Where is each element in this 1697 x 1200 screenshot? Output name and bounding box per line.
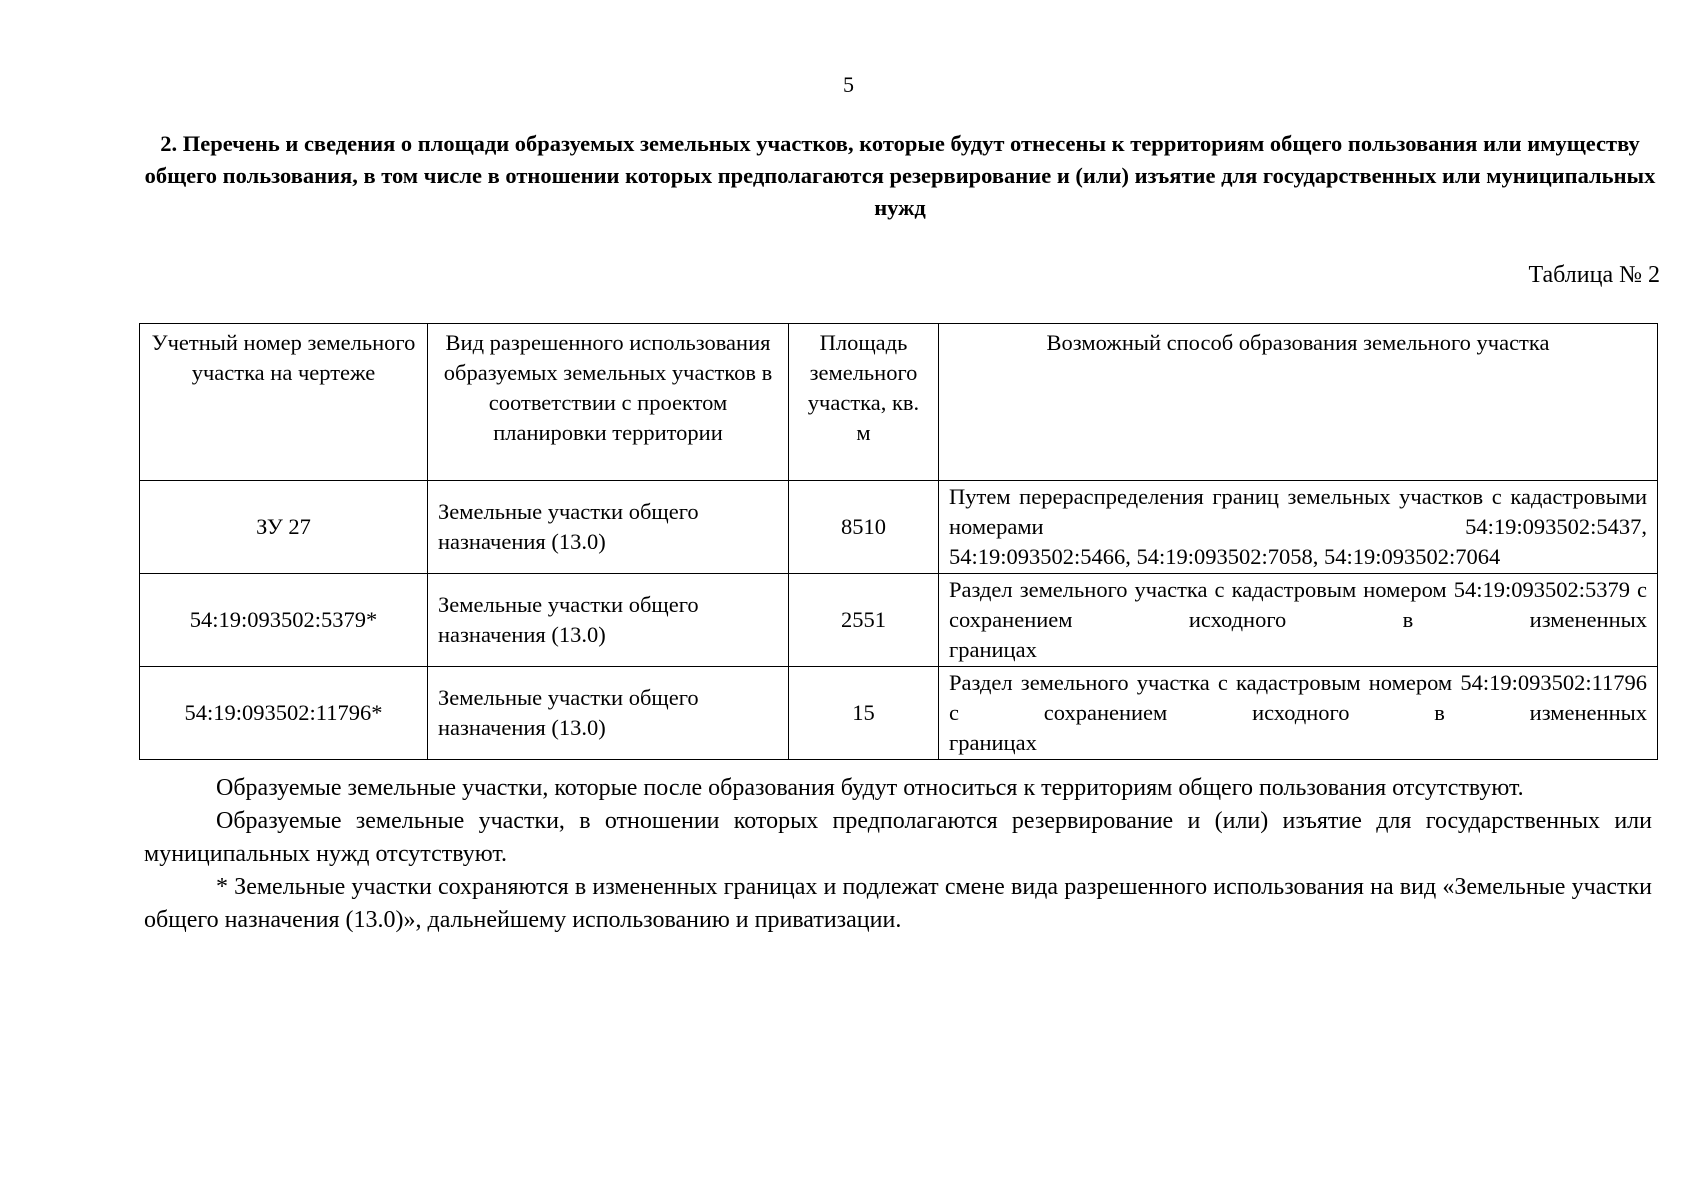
formation-method-cell [939,574,1658,667]
permitted-use-cell: Земельные участки общего назначения (13.0) [428,574,789,667]
formation-method-text: Раздел земельного участка с кадастровым номером 54:19:093502:5379 с сохранением исходного в измененных [949,577,1647,632]
formation-method-text: Путем перераспределения границ земельных участков с кадастровыми номерами 54:19:093502:5437, [949,484,1647,539]
plot-number-cell: 54:19:093502:5379* [140,574,428,667]
header-permitted-use: Вид разрешенного использования образуемых земельных участков в соответствии с проектом планировки территории [428,324,789,481]
plot-number-cell: ЗУ 27 [140,481,428,574]
land-plots-table [139,323,1658,760]
table-row [140,667,1658,760]
plot-number-cell: 54:19:093502:11796* [140,667,428,760]
note-paragraph: Образуемые земельные участки, в отношении которых предполагаются резервирование и (или) изъятие для государственных или муниципальных нужд отсутствуют. [144,808,1652,867]
formation-method-text-end: 54:19:093502:5466, 54:19:093502:7058, 54:19:093502:7064 [949,544,1501,569]
notes-section [144,772,1652,937]
formation-method-cell [939,667,1658,760]
header-plot-number: Учетный номер земельного участка на чертеже [140,324,428,481]
area-cell: 8510 [789,481,939,574]
header-formation-method: Возможный способ образования земельного участка [939,324,1658,481]
area-cell: 15 [789,667,939,760]
note-paragraph: Образуемые земельные участки, которые после образования будут относиться к территориям общего пользования отсутствуют. [216,775,1524,801]
table-label: Таблица № 2 [1528,262,1660,288]
permitted-use-cell: Земельные участки общего назначения (13.0) [428,481,789,574]
table-row [140,574,1658,667]
area-cell: 2551 [789,574,939,667]
permitted-use-cell: Земельные участки общего назначения (13.0) [428,667,789,760]
formation-method-cell [939,481,1658,574]
formation-method-text-end: границах [949,637,1037,662]
table-header-row [140,324,1658,481]
page-number: 5 [843,72,854,97]
formation-method-text-end: границах [949,730,1037,755]
footnote-paragraph: * Земельные участки сохраняются в измененных границах и подлежат смене вида разрешенного использования на вид «Земельные участки общего назначения (13.0)», дальнейшему использованию и приватизации. [144,874,1652,933]
formation-method-text: Раздел земельного участка с кадастровым номером 54:19:093502:11796 с сохранением исходного в измененных [949,670,1647,725]
section-heading: 2. Перечень и сведения о площади образуемых земельных участков, которые будут отнесены к территориям общего пользования или имуществу общего пользования, в том числе в отношении которых предполагаются резервирование и (или) изъятие для государственных или муниципальных нужд [144,131,1656,220]
header-area: Площадь земельного участка, кв. м [789,324,939,481]
table-row [140,481,1658,574]
